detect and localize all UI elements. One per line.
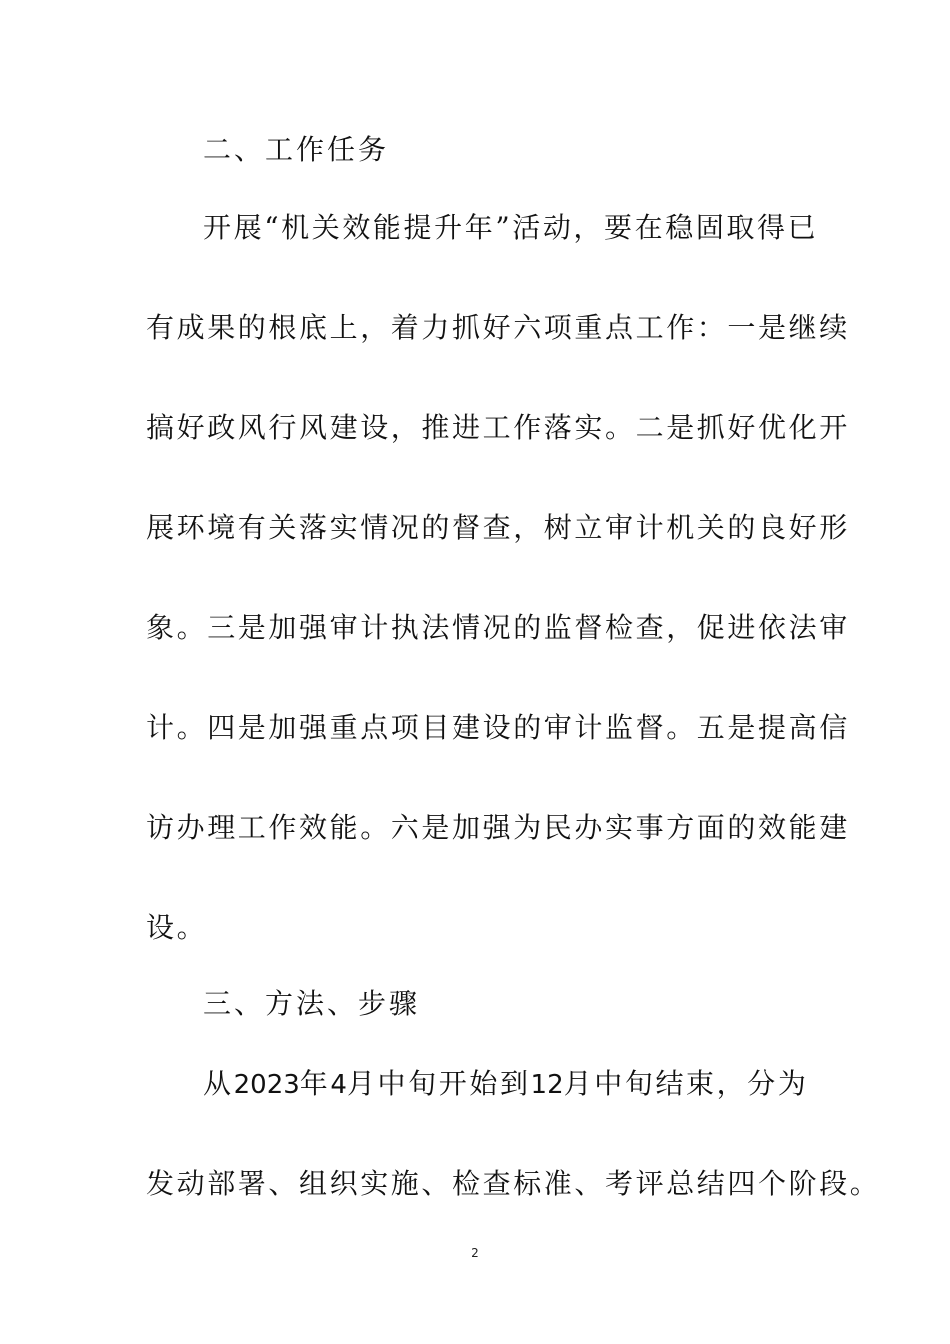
paragraph-line: 访办理工作效能。六是加强为民办实事方面的效能建 — [146, 811, 850, 844]
paragraph-line: 展环境有关落实情况的督查，树立审计机关的良好形 — [146, 511, 850, 544]
paragraph-line: 开展“机关效能提升年”活动，要在稳固取得已 — [203, 211, 819, 244]
paragraph-line: 搞好政风行风建设，推进工作落实。二是抓好优化开 — [146, 411, 850, 444]
paragraph-line: 象。三是加强审计执法情况的监督检查，促进依法审 — [146, 611, 850, 644]
paragraph-line-dates — [203, 1064, 883, 1105]
paragraph-line: 计。四是加强重点项目建设的审计监督。五是提高信 — [146, 711, 850, 744]
year-number: 2023 — [233, 1070, 300, 1100]
text-run: 年 — [299, 1067, 331, 1100]
text-run: 从 — [203, 1067, 234, 1100]
paragraph-line: 发动部署、组织实施、检查标准、考评总结四个阶段。 — [146, 1167, 881, 1200]
month-number: 4 — [330, 1070, 347, 1100]
paragraph-line: 有成果的根底上，着力抓好六项重点工作：一是继续 — [146, 311, 850, 344]
page-number: 2 — [471, 1246, 479, 1260]
text-run: 月中旬结束，分为 — [563, 1067, 809, 1100]
section-heading-tasks: 二、工作任务 — [203, 133, 390, 166]
paragraph-line: 设。 — [146, 911, 208, 944]
section-heading-methods: 三、方法、步骤 — [203, 987, 421, 1020]
text-run: 月中旬开始到 — [346, 1067, 531, 1100]
month-number: 12 — [530, 1070, 564, 1100]
